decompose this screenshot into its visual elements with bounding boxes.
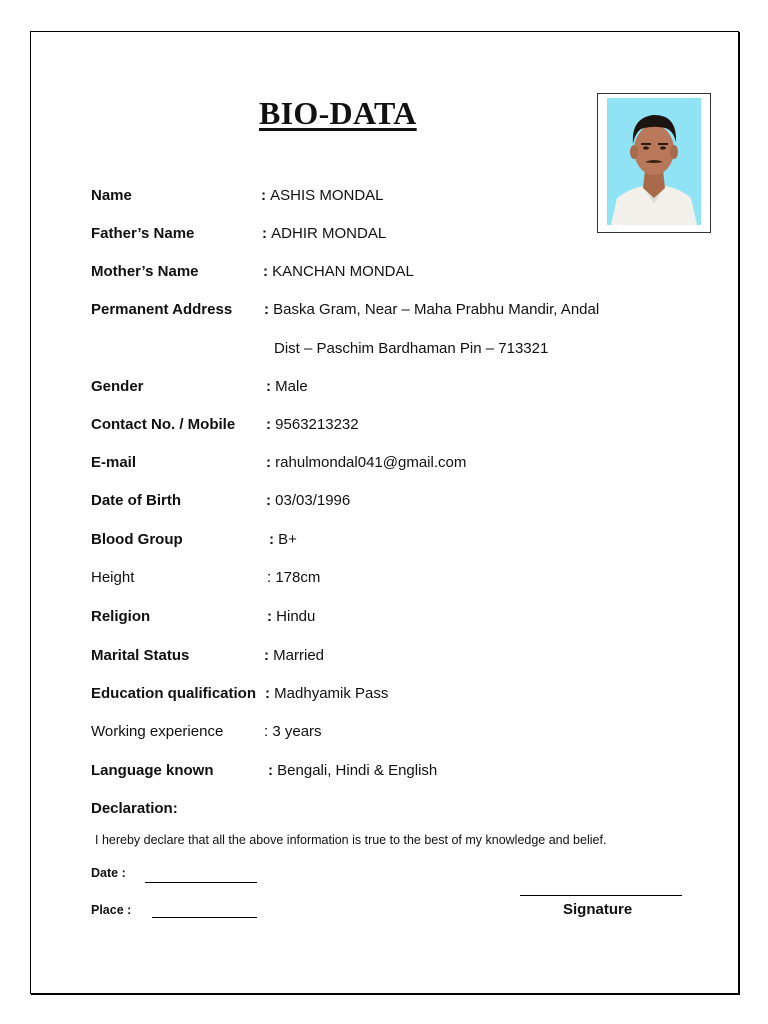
field-label: Mother’s Name [91,263,199,280]
person-portrait-icon [607,98,701,225]
field-colon: : [262,225,272,242]
field-colon: : [264,301,274,318]
field-label: Date of Birth [91,492,181,509]
field-value-text: 3 years [272,723,322,740]
field-value-text: ADHIR MONDAL [271,225,387,242]
field-colon: : [264,647,274,664]
field-value [262,225,386,243]
field-label: Name [91,187,132,204]
field-value [264,723,322,741]
field-value [267,608,315,626]
field-colon: : [267,569,276,586]
field-label: Education qualification [91,685,257,702]
field-value-text: KANCHAN MONDAL [272,263,414,280]
field-value [264,301,599,319]
field-value-text: Hindu [276,608,316,625]
field-label: Contact No. / Mobile [91,416,236,433]
place-label: Place : [91,903,132,917]
signature-label: Signature [563,901,633,918]
field-value-text: B+ [278,531,297,548]
place-line [152,917,257,918]
field-label: Height [91,569,135,586]
field-value-continued: Dist – Paschim Bardhaman Pin – 713321 [274,340,549,357]
field-label: Permanent Address [91,301,233,318]
field-value-text: Bengali, Hindi & English [277,762,438,779]
field-value-text: Married [273,647,325,664]
date-line [145,882,257,883]
field-value-text: Baska Gram, Near – Maha Prabhu Mandir, Andal [273,301,600,318]
field-value-text: 9563213232 [275,416,359,433]
field-label: Working experience [91,723,224,740]
field-colon: : [267,608,277,625]
field-value [269,531,297,549]
date-label: Date : [91,866,126,880]
profile-photo [597,93,711,233]
field-colon: : [266,378,276,395]
field-value [264,647,324,665]
field-value-text: 178cm [275,569,321,586]
field-colon: : [264,723,273,740]
field-value [265,685,388,703]
field-colon: : [268,762,278,779]
field-value-text: ASHIS MONDAL [270,187,384,204]
field-label: Gender [91,378,144,395]
field-label: Marital Status [91,647,190,664]
field-value-text: Male [275,378,308,395]
field-colon: : [266,416,276,433]
field-value [266,378,308,396]
field-value [261,187,384,205]
field-value [266,492,350,510]
declaration-text: I hereby declare that all the above information is true to the best of my knowledge and belief. [95,833,607,847]
declaration-heading: Declaration: [91,800,178,817]
field-value [267,569,320,587]
field-label: Language known [91,762,214,779]
field-colon: : [265,685,275,702]
field-colon: : [263,263,273,280]
field-value-text: 03/03/1996 [275,492,351,509]
field-label: Blood Group [91,531,183,548]
field-label: Religion [91,608,151,625]
field-value [266,416,359,434]
field-colon: : [261,187,271,204]
field-value [266,454,466,472]
page-title: BIO-DATA [259,95,417,131]
signature-line [520,895,682,896]
field-colon: : [266,454,276,471]
field-value-text: Madhyamik Pass [274,685,389,702]
field-label: E-mail [91,454,137,471]
field-value-text: rahulmondal041@gmail.com [275,454,467,471]
field-value [268,762,437,780]
field-colon: : [269,531,279,548]
field-colon: : [266,492,276,509]
field-label: Father’s Name [91,225,195,242]
field-value [263,263,414,281]
